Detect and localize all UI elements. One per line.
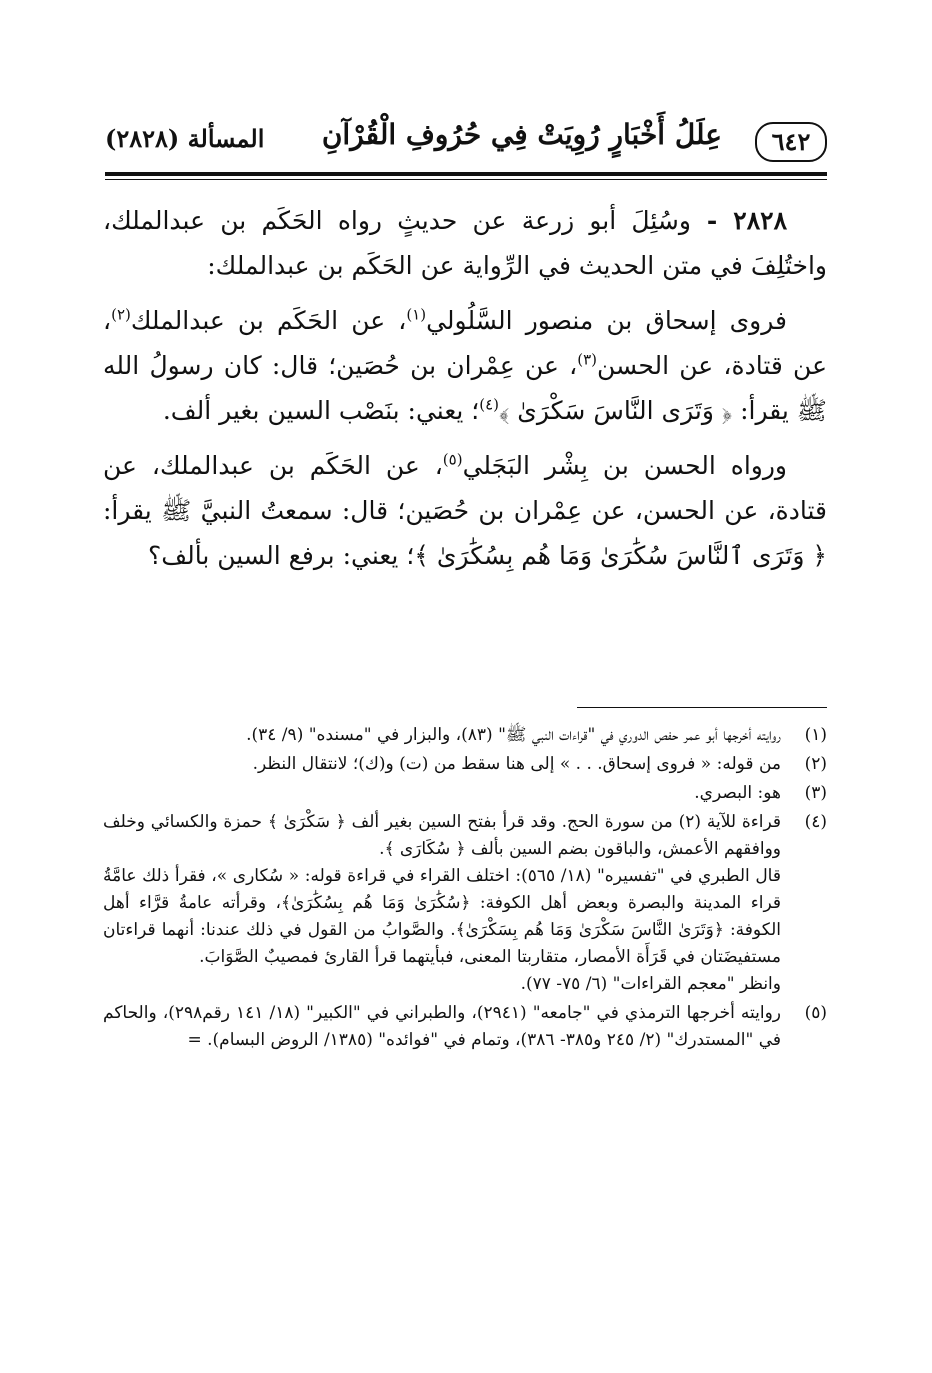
footnote-ref: (٤) — [479, 395, 500, 414]
footnote-number: (٣) — [804, 783, 827, 803]
issue-number: ٢٨٢٨ - — [690, 206, 787, 235]
text-run: ، عن الحَكَم بن عبدالملك — [130, 306, 407, 335]
paragraph-narration-2 — [103, 443, 827, 578]
footnote — [103, 780, 827, 807]
text-run: ورواه الحسن بن بِشْر البَجَلي — [462, 451, 787, 480]
footnote-separator — [577, 707, 827, 708]
text-run: ، عن عِمْران بن حُصَين؛ قال: كان رسولُ الله ﷺ يقرأ: ﴿ وَتَرَى النَّاسَ سَكْرَىٰ ﴾ — [103, 351, 827, 425]
footnote-text — [103, 809, 781, 998]
footnote-number: (١) — [804, 725, 827, 745]
footnote-line: قراءة للآية (٢) من سورة الحج. وقد قرأ بفتح السين بغير ألف ﴿ سَكْرَىٰ ﴾ حمزة والكسائي وخلف ووافقهم الأعمش، والباقون بضم السين بألف ﴿ سُكَارَى ﴾. — [103, 812, 781, 859]
text-run: ، عن الحَكَم بن عبدالملك، عن قتادة، عن الحسن، عن عِمْران بن حُصَين؛ قال: سمعتُ النبيَّ ﷺ يقرأ: ﴿ وَتَرَى ٱلنَّاسَ سُكَٰرَىٰ وَمَا هُم بِسُكَٰرَىٰ ﴾؛ يعني: برفع السين بألف؟ — [103, 451, 827, 570]
main-text — [103, 198, 827, 578]
paragraph-narration-1 — [103, 298, 827, 433]
footnote-line: روايته أخرجها أبو عمر حفص الدوري في "قراءات النبي ﷺ" (٨٣)، والبزار في "مسنده" (٩/ ٣٤). — [246, 725, 781, 745]
header-rule-thick — [105, 172, 827, 176]
footnotes — [103, 722, 827, 1056]
footnote-text — [103, 780, 781, 807]
footnote-ref: (٣) — [577, 350, 597, 369]
footnote-line: قال الطبري في "تفسيره" (١٨/ ٥٦٥): اختلف القراء في قراءة قوله: « سُكارى »، فقرأ ذلك عامَّةُ قراء المدينة والبصرة وبعض أهل الكوفة: ﴿سُكَٰرَىٰ وَمَا هُم بِسُكَٰرَىٰ﴾، وقرأته عامةُ قرَّاء أهل الكوفة: ﴿وَتَرَىٰ النَّاسَ سَكْرَىٰ وَمَا هُم بِسَكْرَىٰ﴾. والصَّوابُ من القول في ذلك عندنا: أنهما قراءتان مستفيضَتان في قَرَأَة الأمصار، متقاربتا المعنى، فبأيتهما قرأ القارئ فمصيبٌ الصَّوَابَ. — [103, 866, 781, 967]
paragraph-text: وسُئِلَ أبو زرعة عن حديثٍ رواه الحَكَم بن عبدالملك، واختُلِفَ في متن الحديث في الرِّواية عن الحَكَم بن عبدالملك: — [103, 206, 827, 280]
footnote-ref: (٥) — [442, 450, 463, 469]
footnote-number: (٤) — [804, 812, 827, 832]
footnote — [103, 809, 827, 998]
footnote-ref: (٢) — [111, 305, 131, 324]
footnote — [103, 751, 827, 778]
footnote-number: (٥) — [804, 1003, 827, 1023]
page-header — [105, 118, 827, 168]
footnote-line: هو: البصري. — [694, 783, 781, 803]
footnote-line: من قوله: « فروى إسحاق. . . » إلى هنا سقط من (ت) و(ك)؛ لانتقال النظر. — [252, 754, 781, 774]
footnote-text — [103, 722, 781, 749]
text-run: ، عن قتادة، عن الحسن — [103, 306, 827, 380]
page-number: ٦٤٢ — [755, 122, 827, 162]
footnote-number: (٢) — [804, 754, 827, 774]
footnote-line: وانظر "معجم القراءات" (٦/ ٧٥- ٧٧). — [520, 974, 781, 994]
issue-label: المسألة (٢٨٢٨) — [105, 124, 265, 153]
paragraph-question — [103, 198, 827, 288]
header-rule-thin — [105, 179, 827, 180]
text-run: فروى إسحاق بن منصور السَّلُولي — [426, 306, 787, 335]
footnote-text — [103, 1000, 781, 1054]
footnote-line: روايته أخرجها الترمذي في "جامعه" (٢٩٤١)، والطبراني في "الكبير" (١٨/ ١٤١ رقم٢٩٨)، والحاكم في "المستدرك" (٢/ ٢٤٥ و٣٨٥- ٣٨٦)، وتمام في "فوائده" (١٣٨٥/ الروض البسام). = — [103, 1003, 781, 1050]
footnote — [103, 1000, 827, 1054]
footnote — [103, 722, 827, 749]
text-run: ؛ يعني: بنَصْب السين بغير ألف. — [162, 396, 480, 425]
footnote-text — [103, 751, 781, 778]
footnote-ref: (١) — [406, 305, 427, 324]
book-title: عِلَلُ أَخْبَارٍ رُوِيَتْ فِي حُرُوفِ الْقُرْآنِ — [321, 118, 722, 151]
